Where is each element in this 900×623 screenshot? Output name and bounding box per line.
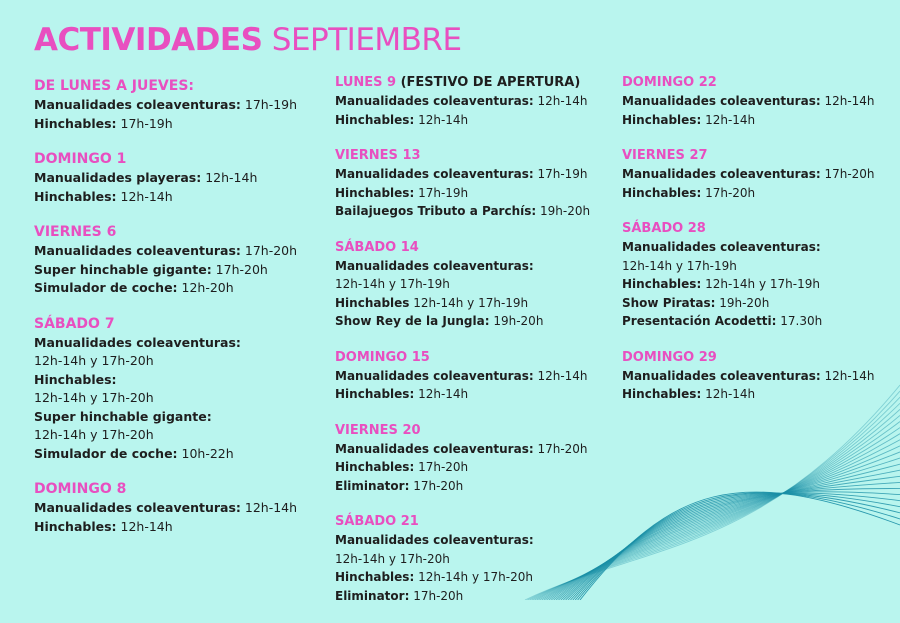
- activity-name: Hinchables:: [622, 387, 702, 401]
- day-heading: [622, 147, 892, 165]
- activity-name: Hinchables:: [34, 518, 117, 534]
- activity-name: Hinchables:: [335, 570, 415, 584]
- activity-time: 17h-20h: [409, 588, 464, 603]
- activity-time: 19h-20h: [536, 204, 591, 218]
- activity-time: 12h-14h y 17h-20h: [34, 427, 154, 442]
- activity-name: Hinchables:: [34, 371, 117, 387]
- activity-line: [622, 367, 892, 386]
- activity-line: [622, 294, 892, 313]
- schedule-column: [34, 77, 324, 553]
- day-heading: [335, 239, 610, 257]
- activity-time: 12h-14h y 17h-20h: [34, 353, 154, 368]
- day-heading: [34, 223, 324, 242]
- day-block: [335, 422, 610, 496]
- activity-time: 10h-22h: [177, 445, 234, 461]
- day-block: [335, 239, 610, 331]
- activity-line: [622, 238, 892, 257]
- activity-line: [335, 111, 610, 130]
- activity-line: [335, 294, 610, 313]
- activity-line: [622, 165, 892, 184]
- activity-time: 19h-20h: [489, 314, 544, 328]
- activity-name: Manualidades coleaventuras:: [622, 240, 821, 254]
- activity-name: Hinchables:: [34, 115, 117, 131]
- activity-line: [622, 275, 892, 294]
- activity-line: [335, 165, 610, 184]
- activity-name: Manualidades coleaventuras:: [34, 97, 241, 112]
- day-heading-text: LUNES 9: [335, 75, 397, 90]
- activity-line: [335, 477, 610, 496]
- activity-line: [34, 334, 324, 353]
- day-block: [335, 349, 610, 404]
- activity-name: Hinchables:: [335, 387, 415, 401]
- activity-name: Manualidades coleaventuras:: [34, 243, 241, 258]
- activity-time: 12h-14h: [414, 112, 469, 127]
- activity-line: [34, 389, 324, 408]
- activity-name: Show Rey de la Jungla:: [335, 314, 490, 328]
- activity-line: [335, 367, 610, 386]
- activity-time: 19h-20h: [715, 295, 770, 310]
- day-heading: [622, 220, 892, 238]
- activity-time: 12h-14h: [414, 387, 469, 401]
- day-heading: [335, 74, 610, 92]
- activity-line: [335, 587, 610, 606]
- activity-name: Hinchables:: [335, 460, 415, 474]
- activity-time: 12h-14h y 17h-19h: [622, 258, 737, 273]
- activity-line: [34, 169, 324, 188]
- day-heading-text: DOMINGO 15: [335, 349, 430, 365]
- activity-name: Hinchables:: [335, 112, 415, 127]
- day-heading-note: (FESTIVO DE APERTURA): [396, 75, 581, 90]
- activity-name: Show Piratas:: [622, 295, 716, 310]
- activity-line: [622, 312, 892, 331]
- activity-name: Manualidades coleaventuras:: [622, 94, 821, 108]
- activity-line: [622, 92, 892, 111]
- activity-line: [622, 111, 892, 130]
- day-heading: [34, 315, 324, 334]
- activity-line: [34, 408, 324, 427]
- activity-line: [34, 115, 324, 134]
- activity-time: 17h-20h: [409, 478, 464, 493]
- day-heading: [335, 349, 610, 367]
- activity-line: [335, 385, 610, 404]
- activity-name: Manualidades coleaventuras:: [335, 94, 534, 108]
- activity-line: [34, 499, 324, 518]
- activity-line: [335, 458, 610, 477]
- activity-line: [335, 440, 610, 459]
- activity-line: [335, 257, 610, 276]
- activity-line: [622, 385, 892, 404]
- activity-time: 12h-14h y 17h-19h: [409, 295, 529, 310]
- activity-time: 17h-19h: [414, 185, 469, 200]
- activity-time: 12h-20h: [177, 280, 234, 295]
- activity-line: [335, 202, 610, 221]
- activity-name: Simulador de coche:: [34, 280, 178, 295]
- activity-time: 17h-19h: [533, 167, 588, 181]
- activity-time: 12h-14h: [116, 518, 173, 534]
- day-heading: [335, 147, 610, 165]
- activity-line: [34, 445, 324, 464]
- activity-time: 17h-19h: [116, 115, 173, 131]
- day-heading-text: DOMINGO 22: [622, 75, 717, 90]
- day-block: [335, 147, 610, 221]
- activity-line: [34, 279, 324, 298]
- day-block: [622, 220, 892, 331]
- activity-name: Manualidades coleaventuras:: [335, 533, 534, 547]
- activity-line: [34, 518, 324, 537]
- day-heading: [335, 513, 610, 531]
- activity-time: 12h-14h y 17h-20h: [34, 390, 154, 405]
- day-block: [622, 349, 892, 404]
- day-heading-text: SÁBADO 14: [335, 239, 419, 255]
- activity-name: Manualidades playeras:: [34, 170, 202, 185]
- activity-name: Manualidades coleaventuras:: [622, 368, 821, 383]
- activity-time: 17h-20h: [701, 185, 756, 200]
- day-heading-text: VIERNES 6: [34, 224, 117, 240]
- activity-name: Hinchables:: [622, 277, 702, 291]
- activity-line: [34, 188, 324, 207]
- activity-time: 12h-14h: [701, 387, 756, 401]
- activity-line: [622, 257, 892, 276]
- schedule-column: [622, 74, 892, 422]
- activity-name: Bailajuegos Tributo a Parchís:: [335, 204, 537, 218]
- activity-name: Hinchables:: [34, 188, 117, 204]
- activity-name: Hinchables:: [335, 185, 415, 200]
- activity-time: 17h-20h: [533, 441, 588, 456]
- activity-name: Manualidades coleaventuras:: [34, 500, 241, 515]
- day-heading: [335, 422, 610, 440]
- activity-name: Manualidades coleaventuras:: [335, 167, 534, 181]
- activity-name: Manualidades coleaventuras:: [335, 441, 534, 456]
- activity-time: 17h-20h: [211, 261, 268, 277]
- activity-name: Eliminator:: [335, 588, 410, 603]
- day-block: [34, 480, 324, 536]
- activity-name: Hinchables:: [622, 185, 702, 200]
- day-heading-text: DOMINGO 29: [622, 349, 717, 365]
- activity-name: Manualidades coleaventuras:: [335, 258, 534, 273]
- day-heading-text: DE LUNES A JUEVES:: [34, 78, 195, 94]
- activity-time: 17h-19h: [240, 97, 298, 112]
- activity-time: 12h-14h: [240, 500, 298, 515]
- activity-name: Eliminator:: [335, 478, 410, 493]
- activity-time: 12h-14h y 17h-20h: [335, 551, 450, 566]
- activity-line: [34, 352, 324, 371]
- activity-line: [335, 568, 610, 587]
- activity-time: 12h-14h: [533, 368, 588, 383]
- activity-line: [335, 312, 610, 331]
- day-block: [34, 77, 324, 133]
- day-heading-text: VIERNES 27: [622, 148, 708, 163]
- day-heading: [34, 150, 324, 169]
- activity-line: [34, 261, 324, 280]
- activity-time: 12h-14h y 17h-19h: [701, 277, 820, 291]
- activity-name: Presentación Acodetti:: [622, 314, 777, 328]
- day-block: [34, 223, 324, 298]
- activity-time: 12h-14h: [116, 188, 173, 204]
- page-title: [34, 22, 462, 58]
- title-light: SEPTIEMBRE: [271, 22, 462, 58]
- activity-time: 12h-14h: [533, 94, 588, 108]
- activity-time: 12h-14h: [820, 94, 875, 108]
- day-heading-text: SÁBADO 28: [622, 221, 706, 236]
- activity-time: 12h-14h: [820, 368, 875, 383]
- activity-time: 17h-20h: [820, 167, 875, 181]
- day-block: [34, 150, 324, 206]
- day-block: [335, 74, 610, 129]
- day-heading-text: VIERNES 20: [335, 422, 421, 438]
- activity-time: 12h-14h: [701, 112, 756, 127]
- activity-name: Manualidades coleaventuras:: [622, 167, 821, 181]
- day-heading-text: DOMINGO 8: [34, 481, 127, 497]
- activity-time: 12h-14h y 17h-20h: [414, 570, 533, 584]
- day-block: [622, 147, 892, 202]
- activity-line: [335, 550, 610, 569]
- activity-time: 12h-14h y 17h-19h: [335, 277, 450, 291]
- activity-time: 17h-20h: [414, 460, 469, 474]
- activity-name: Manualidades coleaventuras:: [34, 334, 241, 350]
- day-heading-text: DOMINGO 1: [34, 151, 127, 167]
- day-heading: [34, 77, 324, 96]
- title-bold: ACTIVIDADES: [34, 22, 263, 58]
- activity-line: [34, 242, 324, 261]
- activity-line: [34, 426, 324, 445]
- activity-name: Hinchables:: [622, 112, 702, 127]
- activity-line: [335, 531, 610, 550]
- activity-line: [34, 96, 324, 115]
- activity-name: Super hinchable gigante:: [34, 261, 212, 277]
- activity-line: [335, 92, 610, 111]
- schedule-column: [335, 74, 610, 623]
- activity-time: 17h-20h: [240, 243, 298, 258]
- day-heading: [34, 480, 324, 499]
- day-heading: [622, 349, 892, 367]
- activity-name: Simulador de coche:: [34, 445, 178, 461]
- activity-name: Super hinchable gigante:: [34, 408, 212, 424]
- day-heading-text: VIERNES 13: [335, 148, 421, 163]
- activity-time: 17.30h: [776, 314, 823, 328]
- day-heading-text: SÁBADO 21: [335, 514, 419, 529]
- activity-line: [335, 184, 610, 203]
- day-heading-text: SÁBADO 7: [34, 315, 115, 332]
- activity-name: Hinchables: [335, 295, 410, 310]
- day-block: [34, 315, 324, 464]
- activity-name: Manualidades coleaventuras:: [335, 368, 534, 383]
- activity-line: [335, 275, 610, 294]
- day-heading: [622, 74, 892, 92]
- day-block: [335, 513, 610, 605]
- activity-time: 12h-14h: [201, 170, 258, 185]
- activity-line: [622, 184, 892, 203]
- activity-line: [34, 371, 324, 390]
- day-block: [622, 74, 892, 129]
